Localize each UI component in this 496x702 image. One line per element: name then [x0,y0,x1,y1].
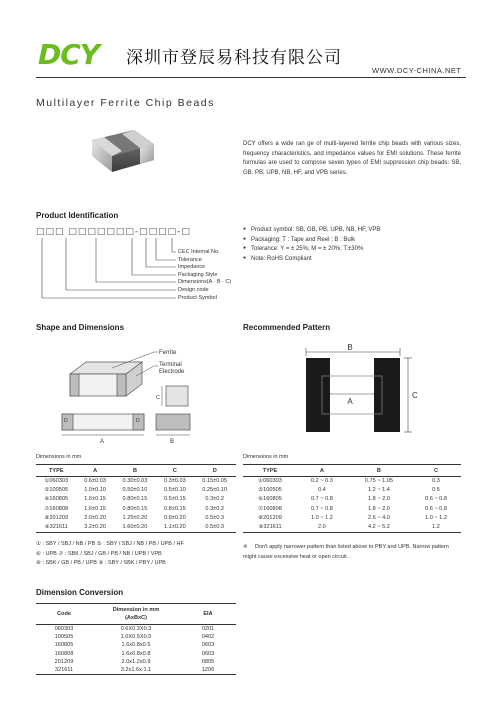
shape-cell: 1.6±0.15 [84,496,106,503]
conv-cell: 1206 [180,666,236,675]
company-logo: DCY [38,38,100,71]
pattern-cell: 1.0 ~ 1.2 [425,514,447,521]
pattern-note [243,543,461,562]
chip-dimension-drawing [56,340,226,448]
shape-note-1: ① : SBY / SBJ / NB / PB ⑤ : SBY / SBJ / NB / PB / UPB / HF [36,541,184,547]
table-row [36,666,236,675]
shape-cell: 3.2±0.20 [77,523,114,533]
shape-cell: 0.80±0.15 [122,505,148,512]
shape-cell: 0.5±0.10 [163,487,186,494]
table-row [243,477,461,487]
pattern-cell: 1.8 ~ 2.0 [367,505,390,512]
table-row [243,495,461,504]
part-number-legend [178,249,231,302]
label-a: A [100,439,105,445]
shape-cell: 0.3±0.2 [205,496,225,503]
pattern-cell: 1.0 ~ 1.2 [310,514,333,521]
shape-cell: 1.25±0.20 [122,514,148,521]
table-row [36,658,236,666]
recommended-pattern-heading: Recommended Pattern [243,323,331,332]
chip-bead-image [78,122,160,180]
shape-dimensions-table [36,464,236,533]
shape-col-3: C [156,465,193,477]
pattern-cell: 0.5 [432,487,440,494]
pattern-cell: ⑨321611 [243,523,297,533]
shape-note-2: ⑥ : UPB ⑦ : SBK / SBJ / GB / PB / NB / UPB / VPB [36,550,162,557]
pattern-cell: 1.2 ~ 1.4 [367,487,390,494]
shape-cell: 0.5±0.3 [205,514,225,521]
table-row [36,650,236,658]
table-row [36,523,236,533]
shape-cell: ⑥160805 [44,496,69,503]
conv-cell: 0805 [201,658,215,665]
company-name: 深圳市登辰易科技有限公司 [126,48,342,68]
shape-cell: 0.5±0.15 [163,496,186,503]
conv-cell: 0201 [201,626,215,632]
table-row [36,633,236,641]
pattern-cell: ⑤100505 [258,487,282,494]
table-row [36,477,236,487]
bullet-rohs: ● Note: RoHS Compliant [243,255,380,265]
table-row [243,523,461,533]
part-number-leader-lines [36,238,176,304]
label-terminal: Terminal [159,362,182,368]
shape-cell: 0.5±0.3 [193,523,236,533]
dimension-conversion-heading: Dimension Conversion [36,588,124,597]
shape-col-0: TYPE [36,465,77,477]
conv-cell: 160805 [54,642,74,649]
pattern-cell: 0.6 ~ 0.8 [425,505,447,512]
legend-design-code: Design code [178,286,209,293]
table-row [243,505,461,514]
table-row [36,505,236,514]
conv-cell: 100505 [54,634,74,641]
table-row [36,486,236,495]
conv-cell: 0.6X0.3X0.3 [120,626,152,632]
shape-cell: ⑧201209 [44,514,69,521]
pattern-cell: ⑦160808 [258,505,282,512]
bullet-product-symbol: ● Product symbol: SB, GB, PB, UPB, NB, HF, VPB [243,226,380,236]
shape-cell: 0.8±0.15 [163,505,186,512]
shape-cell: 0.30±0.03 [122,478,148,484]
shape-col-2: B [114,465,157,477]
shape-col-1: A [77,465,114,477]
shape-dimensions-heading: Shape and Dimensions [36,323,125,332]
shape-cell: 2.0±0.20 [84,514,106,521]
table-row [36,625,236,634]
pattern-caption: Dimensions in mm [243,454,289,460]
shape-cell: 0.6±0.03 [84,478,106,484]
conv-col-code: Code [36,604,92,625]
conv-cell: 1.6x0.8x0.5 [121,642,151,649]
bullet-tolerance: ● Tolerance: Y = ± 25%; M = ± 20%; T:±30% [243,245,380,255]
shape-cell: 0.3±0.03 [163,478,186,484]
table-row [36,641,236,649]
pattern-label-b: B [347,344,353,352]
shape-cell: 0.3±0.2 [205,505,225,512]
pattern-cell: 0.7 ~ 0.8 [310,505,333,512]
recommended-pattern-table [243,464,461,533]
bullet-packaging: ● Packaging: T : Tape and Reel ; B : Bulk [243,236,380,246]
dimension-conversion-table [36,603,236,675]
shape-cell: ⑨321611 [36,523,77,533]
label-d-left: D [64,418,68,424]
shape-cell: 1.6±0.15 [84,505,106,512]
pattern-cell: ⑥160805 [258,496,282,503]
shape-cell: 1.60±0.20 [114,523,157,533]
pattern-cell: ⑧201209 [258,514,282,521]
conv-col-dimension: Dimension in mm (AxBxC) [92,604,180,625]
table-row [36,514,236,523]
shape-cell: ⑦160808 [44,505,69,512]
pattern-note-text: Don't apply narrower pattern than listed above to PBY and UPB. Narrow pattern might cause excessive heat or open circuit. [243,544,449,560]
conv-cell: 1.0X0.5X0.5 [120,634,152,641]
conv-cell: 160808 [54,650,74,657]
conv-cell: 1.6x0.8x0.8 [121,650,151,657]
pattern-cell: 2.0 [297,523,347,533]
pattern-cell: 1.2 [411,523,461,533]
shape-caption: Dimensions in mm [36,454,82,460]
conv-col-eia: EIA [180,604,236,625]
shape-cell: ⑤100505 [44,487,69,494]
pattern-col-0: TYPE [243,465,297,477]
label-c: C [156,395,160,401]
shape-cell: ①060303 [44,478,69,484]
shape-notes [36,540,184,569]
page-title: Multilayer Ferrite Chip Beads [36,97,215,109]
pattern-col-2: B [347,465,411,477]
pattern-cell: 0.2 ~ 0.3 [310,478,333,484]
shape-col-4: D [193,465,236,477]
table-row [243,514,461,523]
shape-cell: 1.1±0.20 [156,523,193,533]
intro-text: DCY offers a wide ran ge of multi-layered ferrite chip beads with various sizes, frequency characteristics, and impedance values for EMI solutions. These ferrite formulas are used to compose seven types of EMI suppression chip beads: SB, GB, PB, UPB, NB, HF, and VPB series. [243,141,461,176]
product-bullets [243,226,380,264]
shape-cell: 0.25±0.10 [202,487,228,494]
header-divider [36,77,466,78]
pattern-cell: 0.7 ~ 0.8 [310,496,333,503]
pattern-cell: 0.3 [432,478,440,484]
label-electrode: Electrode [159,369,185,375]
conv-cell: 060303 [54,626,74,632]
conv-cell: 0402 [201,634,215,641]
part-number-code: □□□ □□□□□□□-□□□□-□ [36,227,191,237]
conv-cell: 0603 [201,642,215,649]
legend-impedance: Impedance [178,264,206,271]
label-ferrite: Ferrite [159,350,177,356]
pattern-col-3: C [411,465,461,477]
conv-cell: 3.2x1.6x.1.1 [92,666,180,675]
label-d-right: D [136,418,140,424]
pattern-cell: 0.4 [318,487,326,494]
shape-cell: 0.9±0.20 [163,514,186,521]
legend-product-symbol: Product Symbol [178,294,217,301]
conv-cell: 321611 [36,666,92,675]
legend-cec-internal-no: CEC Internal No. [178,249,220,255]
conv-cell: 201209 [54,658,74,665]
pattern-cell: 2.6 ~ 4.0 [367,514,390,521]
table-row [243,486,461,495]
shape-note-3: ⑧ : SBK / GB / PB / UPB ⑨ : SBY / SBK / PBY / UPB [36,560,166,566]
website-link[interactable]: WWW.DCY-CHINA.NET [372,66,462,75]
table-row [36,495,236,504]
pattern-label-c: C [412,391,418,400]
legend-packaging-style: Packaging Style [178,271,218,278]
conv-cell: 2.0x1.2x0.9 [121,658,151,665]
pattern-col-1: A [297,465,347,477]
conv-cell: 0603 [201,650,215,657]
recommended-pattern-drawing [300,344,420,444]
shape-cell: 0.15±0.05 [202,478,228,484]
pattern-cell: ①060303 [258,478,282,484]
product-identification-heading: Product Identification [36,211,119,220]
pattern-cell: 0.75 ~ 1.05 [364,478,394,484]
pattern-cell: 4.2 ~ 5.2 [347,523,411,533]
shape-cell: 1.0±0.10 [84,487,106,494]
pattern-cell: 1.8 ~ 2.0 [367,496,390,503]
pattern-label-a: A [347,397,353,406]
legend-tolerance: Tolerance [178,256,202,263]
shape-cell: 0.80±0.15 [122,496,148,503]
pattern-cell: 0.6 ~ 0.8 [425,496,447,503]
label-b: B [170,439,175,445]
pattern-note-mark: ※ [243,544,248,550]
legend-dimensions: Dimensions(A · B · C) [178,279,232,286]
shape-cell: 0.50±0.10 [122,487,148,494]
